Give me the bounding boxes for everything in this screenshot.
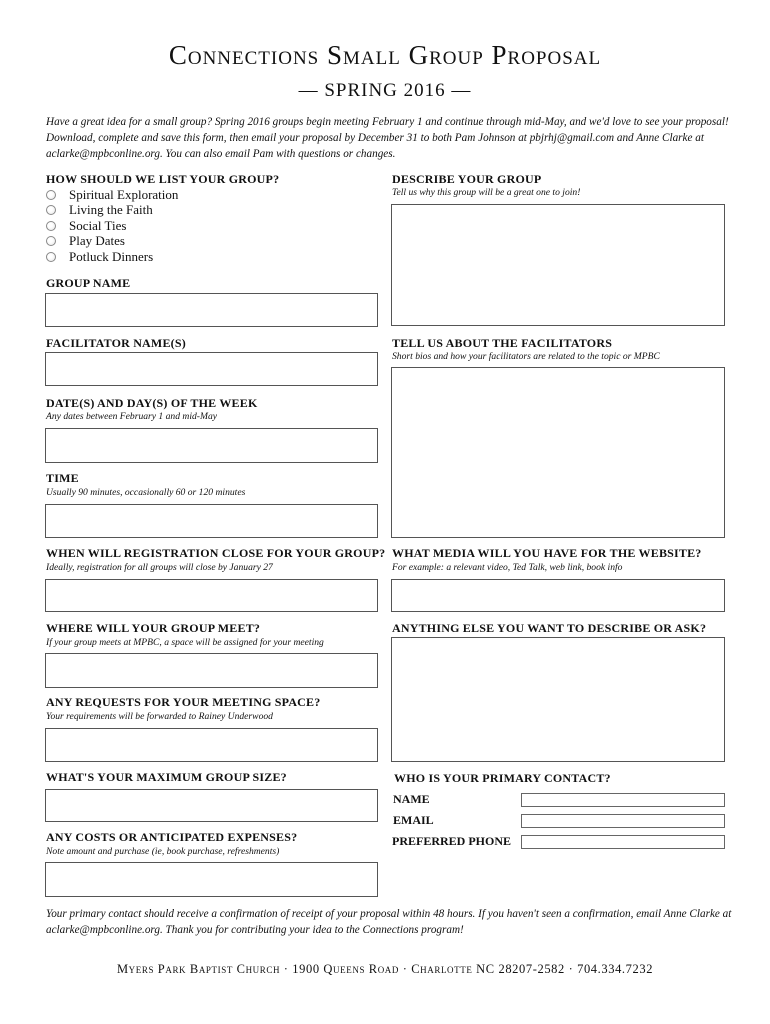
radio-option-label: Living the Faith	[69, 202, 153, 218]
contact-name-field[interactable]	[521, 793, 725, 807]
radio-button-icon[interactable]	[46, 205, 56, 215]
dates-label: DATE(S) AND DAY(S) OF THE WEEK	[46, 396, 258, 410]
time-label: TIME	[46, 471, 79, 485]
dates-field[interactable]	[45, 428, 378, 463]
media-label: WHAT MEDIA WILL YOU HAVE FOR THE WEBSITE?	[392, 546, 702, 560]
anything-else-label: ANYTHING ELSE YOU WANT TO DESCRIBE OR ASK?	[392, 621, 707, 635]
facilitators-field[interactable]	[391, 367, 725, 538]
intro-paragraph: Have a great idea for a small group? Spring 2016 groups begin meeting February 1 and continue through mid-May, and we'd love to see your proposal! Download, complete and save this form, then email your proposal by December 31 to both Pam Johnson at pbjrhj@gmail.com and Anne Clarke at aclarke@mpbconline.org. You can also email Pam with questions or changes.	[46, 116, 729, 160]
time-hint: Usually 90 minutes, occasionally 60 or 120 minutes	[46, 487, 246, 498]
describe-hint: Tell us why this group will be a great one to join!	[392, 187, 581, 198]
describe-field[interactable]	[391, 204, 725, 326]
max-size-label: WHAT'S YOUR MAXIMUM GROUP SIZE?	[46, 770, 287, 784]
radio-option-potluck-dinners[interactable]	[46, 249, 178, 265]
time-field[interactable]	[45, 504, 378, 538]
group-name-field[interactable]	[45, 293, 378, 327]
radio-button-icon[interactable]	[46, 221, 56, 231]
contact-label: WHO IS YOUR PRIMARY CONTACT?	[394, 771, 611, 785]
media-field[interactable]	[391, 579, 725, 612]
contact-phone-field[interactable]	[521, 835, 725, 849]
form-subtitle: — SPRING 2016 —	[298, 80, 472, 101]
describe-label: DESCRIBE YOUR GROUP	[392, 172, 542, 186]
contact-email-field[interactable]	[521, 814, 725, 828]
location-field[interactable]	[45, 653, 378, 688]
costs-field[interactable]	[45, 862, 378, 897]
radio-option-living-the-faith[interactable]	[46, 203, 178, 219]
registration-field[interactable]	[45, 579, 378, 612]
radio-button-icon[interactable]	[46, 190, 56, 200]
space-requests-hint: Your requirements will be forwarded to Rainey Underwood	[46, 711, 273, 722]
costs-label: ANY COSTS OR ANTICIPATED EXPENSES?	[46, 830, 298, 844]
space-requests-label: ANY REQUESTS FOR YOUR MEETING SPACE?	[46, 695, 321, 709]
facilitator-names-label: FACILITATOR NAME(S)	[46, 336, 186, 350]
list-group-label: HOW SHOULD WE LIST YOUR GROUP?	[46, 172, 280, 186]
facilitator-names-field[interactable]	[45, 352, 378, 386]
location-hint: If your group meets at MPBC, a space will be assigned for your meeting	[46, 637, 324, 648]
contact-email-label: EMAIL	[393, 813, 434, 827]
list-group-options	[46, 187, 178, 265]
radio-option-label: Potluck Dinners	[69, 248, 154, 264]
radio-option-label: Social Ties	[69, 217, 127, 233]
form-title: Connections Small Group Proposal	[168, 40, 602, 70]
media-hint: For example: a relevant video, Ted Talk, web link, book info	[392, 562, 623, 573]
group-name-label: GROUP NAME	[46, 276, 131, 290]
facilitators-label: TELL US ABOUT THE FACILITATORS	[392, 336, 613, 350]
dates-hint: Any dates between February 1 and mid-May	[46, 411, 218, 422]
registration-hint: Ideally, registration for all groups will close by January 27	[46, 562, 273, 573]
radio-option-social-ties[interactable]	[46, 218, 178, 234]
registration-label: WHEN WILL REGISTRATION CLOSE FOR YOUR GROUP?	[46, 546, 386, 560]
radio-button-icon[interactable]	[46, 236, 56, 246]
facilitators-hint: Short bios and how your facilitators are related to the topic or MPBC	[392, 351, 660, 362]
location-label: WHERE WILL YOUR GROUP MEET?	[46, 621, 261, 635]
max-size-field[interactable]	[45, 789, 378, 822]
radio-option-label: Spiritual Exploration	[69, 186, 179, 202]
costs-hint: Note amount and purchase (ie, book purchase, refreshments)	[46, 846, 280, 857]
radio-option-label: Play Dates	[69, 233, 125, 249]
radio-option-play-dates[interactable]	[46, 234, 178, 250]
radio-button-icon[interactable]	[46, 252, 56, 262]
contact-name-label: NAME	[393, 792, 430, 806]
footer-address: Myers Park Baptist Church · 1900 Queens Road · Charlotte NC 28207-2582 · 704.334.7232	[116, 962, 654, 976]
space-requests-field[interactable]	[45, 728, 378, 762]
contact-phone-label: PREFERRED PHONE	[392, 834, 512, 848]
closing-note: Your primary contact should receive a confirmation of receipt of your proposal within 48 hours. If you haven't seen a confirmation, email Anne Clarke at aclarke@mpbconline.org. Thank you for contributing your idea to the Connections program!	[46, 908, 732, 936]
radio-option-spiritual-exploration[interactable]	[46, 187, 178, 203]
anything-else-field[interactable]	[391, 637, 725, 762]
